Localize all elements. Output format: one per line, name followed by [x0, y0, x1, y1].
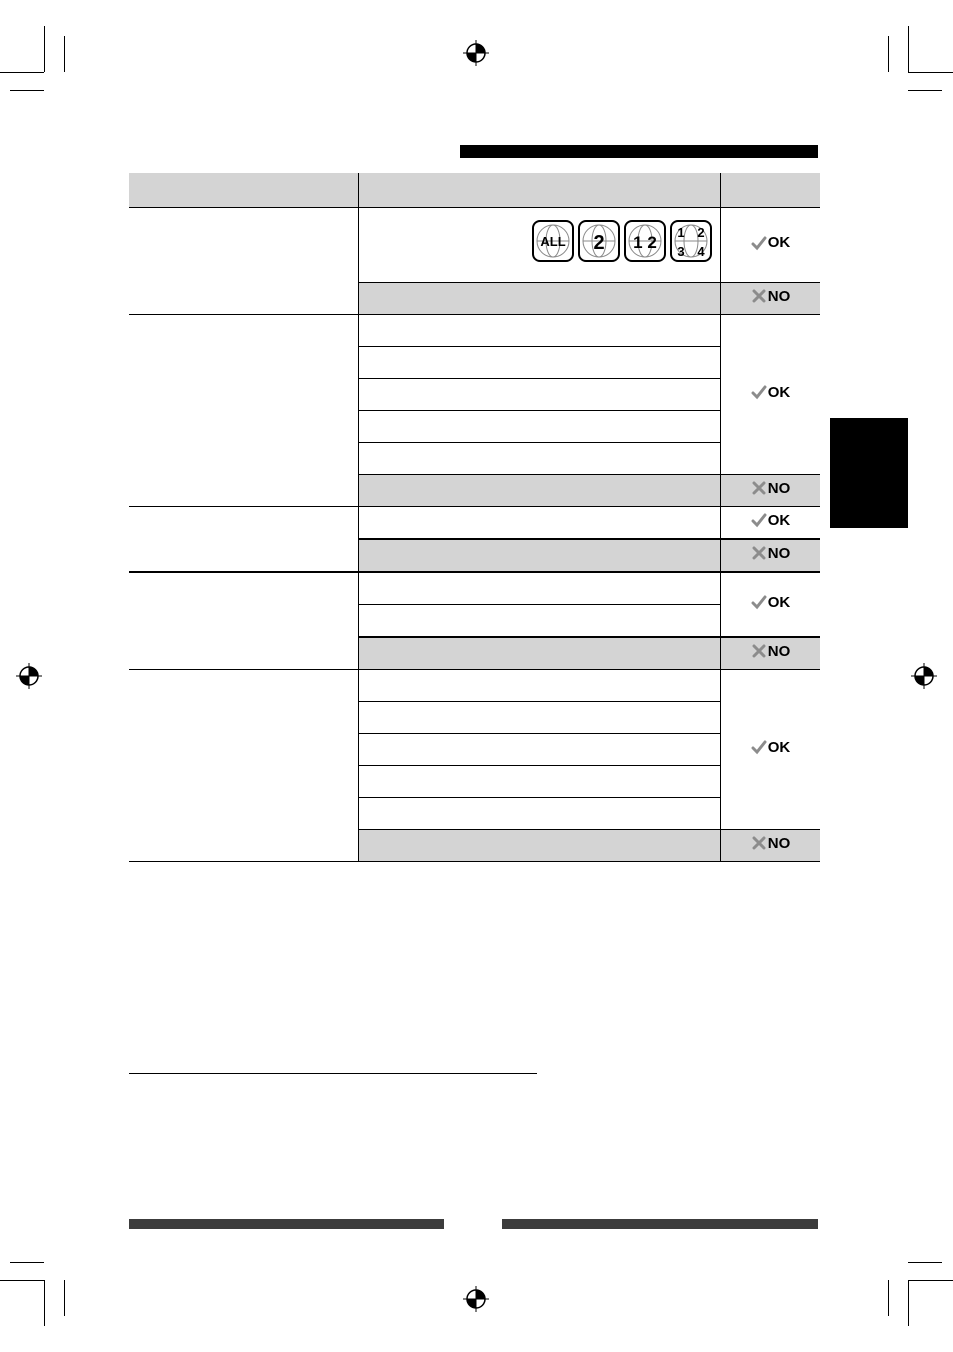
registration-mark-icon: [463, 40, 489, 66]
check-icon: [751, 594, 767, 610]
cross-icon: [751, 288, 767, 304]
no-mark: [751, 480, 791, 497]
footer-bar-right: [502, 1219, 818, 1229]
group-label-cell: [129, 670, 359, 862]
footer-bar-left: [129, 1219, 444, 1229]
crop-mark: [908, 1262, 942, 1263]
ok-mark-cell: [721, 507, 821, 540]
ok-mark-cell: [721, 315, 821, 475]
region-all-globe-icon: [532, 220, 574, 262]
no-label: NO: [767, 642, 791, 660]
check-icon: [751, 235, 767, 251]
header-cell: [721, 173, 821, 208]
no-label: NO: [767, 834, 791, 852]
header-cell: [359, 173, 721, 208]
compatibility-table: [129, 173, 820, 862]
region-label: 2: [593, 232, 605, 254]
region-label: 1 2: [633, 233, 657, 252]
no-label: NO: [767, 544, 791, 562]
registration-mark-icon: [16, 663, 42, 689]
crop-mark: [908, 90, 942, 91]
unsupported-cell: [359, 830, 721, 862]
format-cell: [359, 766, 721, 798]
crop-mark: [44, 1280, 45, 1326]
ok-mark: [751, 512, 791, 529]
region-label: 1: [677, 225, 685, 240]
table-row: [129, 315, 820, 347]
format-cell: [359, 315, 721, 347]
no-mark-cell: [721, 539, 821, 572]
crop-mark: [44, 26, 45, 72]
region-label: 3: [677, 244, 685, 259]
no-mark-cell: [721, 475, 821, 507]
format-cell: [359, 734, 721, 766]
region-label: 4: [697, 244, 705, 259]
format-cell: [359, 347, 721, 379]
table-row: [129, 208, 820, 283]
crop-mark: [908, 1280, 953, 1281]
crop-mark: [10, 1262, 44, 1263]
group-label-cell: [129, 572, 359, 670]
table-row: [129, 572, 820, 605]
no-mark-cell: [721, 283, 821, 315]
check-icon: [751, 739, 767, 755]
ok-mark-cell: [721, 670, 821, 830]
ok-mark-cell: [721, 208, 821, 283]
check-icon: [751, 512, 767, 528]
unsupported-cell: [359, 283, 721, 315]
no-label: NO: [767, 479, 791, 497]
ok-mark-cell: [721, 572, 821, 637]
ok-label: OK: [767, 511, 791, 529]
header-cell: [129, 173, 359, 208]
no-label: NO: [767, 287, 791, 305]
ok-mark: [751, 594, 791, 611]
crop-mark: [908, 72, 953, 73]
cross-icon: [751, 480, 767, 496]
ok-label: OK: [767, 234, 791, 252]
crop-mark: [0, 72, 44, 73]
crop-mark: [908, 1280, 909, 1326]
format-cell: [359, 798, 721, 830]
no-mark-cell: [721, 637, 821, 670]
crop-mark: [888, 36, 889, 72]
format-cell: [359, 670, 721, 702]
check-icon: [751, 384, 767, 400]
group-label-cell: [129, 208, 359, 315]
region-1-2-3-4-globe-icon: [670, 220, 712, 262]
format-cell: [359, 507, 721, 540]
footnote-divider: [129, 1073, 537, 1074]
table-row: [129, 670, 820, 702]
group-label-cell: [129, 507, 359, 573]
region-label: ALL: [540, 234, 566, 249]
format-cell: [359, 411, 721, 443]
format-cell: [359, 443, 721, 475]
unsupported-cell: [359, 637, 721, 670]
crop-mark: [64, 1280, 65, 1316]
ok-label: OK: [767, 593, 791, 611]
format-cell: [359, 379, 721, 411]
ok-mark: [751, 234, 791, 251]
section-header-bar: [460, 145, 818, 158]
registration-mark-icon: [911, 663, 937, 689]
ok-label: OK: [767, 738, 791, 756]
format-cell: [359, 572, 721, 605]
crop-mark: [64, 36, 65, 72]
crop-mark: [10, 90, 44, 91]
ok-mark: [751, 739, 791, 756]
ok-label: OK: [767, 383, 791, 401]
no-mark: [751, 545, 791, 562]
crop-mark: [0, 1280, 44, 1281]
no-mark: [751, 643, 791, 660]
region-code-cell: [359, 208, 721, 283]
cross-icon: [751, 643, 767, 659]
cross-icon: [751, 835, 767, 851]
group-label-cell: [129, 315, 359, 507]
section-side-tab: [830, 418, 908, 528]
crop-mark: [908, 26, 909, 72]
unsupported-cell: [359, 539, 721, 572]
region-code-icons: [532, 220, 712, 262]
format-cell: [359, 702, 721, 734]
cross-icon: [751, 545, 767, 561]
region-1-2-globe-icon: [624, 220, 666, 262]
region-2-globe-icon: [578, 220, 620, 262]
ok-mark: [751, 384, 791, 401]
table-header-row: [129, 173, 820, 208]
unsupported-cell: [359, 475, 721, 507]
no-mark: [751, 835, 791, 852]
crop-mark: [888, 1280, 889, 1316]
format-cell: [359, 605, 721, 638]
no-mark: [751, 288, 791, 305]
table-row: [129, 507, 820, 540]
region-label: 2: [697, 225, 705, 240]
no-mark-cell: [721, 830, 821, 862]
registration-mark-icon: [463, 1286, 489, 1312]
